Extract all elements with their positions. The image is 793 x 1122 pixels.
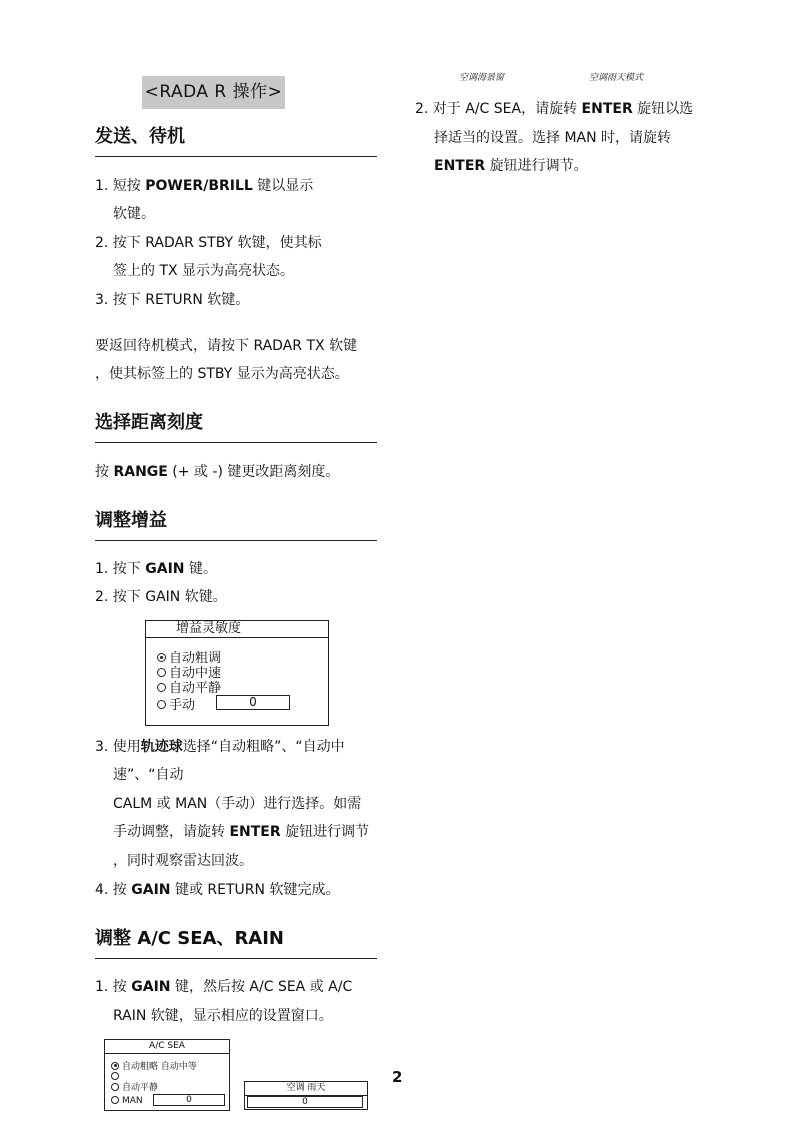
key-name: ENTER [434,158,486,174]
key-name: GAIN [131,979,171,995]
step-text: 选择“自动粗略”、“自动中 [182,739,345,755]
sea-rain-step-2-line-2: 择适当的设置。选择 MAN 时，请旋转 [434,130,672,146]
rain-value[interactable]: 0 [247,1096,363,1108]
sea-rain-step-1-cont: RAIN 软键，显示相应的设置窗口。 [113,1008,333,1024]
heading-transmit: 发送、待机 [95,126,185,147]
step-text: 键或 RETURN 软键完成。 [170,882,340,898]
step-text: 短按 [112,178,146,194]
ac-sea-panel-title: A/C SEA [105,1040,229,1054]
key-name: RANGE [113,464,168,480]
sea-option-manual[interactable] [111,1096,143,1107]
key-name: ENTER [229,824,281,840]
option-label: 手动 [169,698,196,713]
option-label: 自动平静 [122,1083,159,1093]
step-text: 键，然后按 A/C SEA 或 A/C [170,979,353,995]
divider [95,442,377,443]
transmit-step-2: 2. 按下 RADAR STBY 软键，使其标 [95,235,322,251]
step-text: 4. 按 [95,882,132,898]
step-text: 键以显示 [252,178,314,194]
radio-icon [111,1072,119,1080]
option-label: MAN [122,1096,143,1106]
key-name: ENTER [581,101,633,117]
transmit-step-2-cont: 签上的 TX 显示为高亮状态。 [113,263,295,279]
transmit-para-line-2: ，使其标签上的 STBY 显示为高亮状态。 [95,366,349,382]
option-label: 自动粗略 自动中等 [122,1062,197,1072]
step-text: 2. 对于 A/C SEA，请旋转 [415,101,582,117]
option-label: 自动中速 [169,666,222,681]
gain-step-3-line-2: 速”、“自动 [113,767,184,783]
divider [95,958,377,959]
step-text: 1. 按下 [95,561,146,577]
option-label: 自动粗调 [169,651,222,666]
sea-option-auto-calm[interactable] [111,1083,158,1094]
page-number: 2 [392,1068,403,1086]
transmit-step-3: 3. 按下 RETURN 软键。 [95,292,250,308]
gain-step-1 [95,559,217,579]
range-text-b: (+ 或 -) 键更改距离刻度。 [167,464,340,480]
divider [95,540,377,541]
gain-option-auto-calm[interactable] [157,681,221,696]
key-name: GAIN [131,882,171,898]
gain-option-auto-medium[interactable] [157,666,221,681]
heading-range: 选择距离刻度 [95,412,203,433]
key-name: GAIN [145,561,185,577]
range-text-a: 按 [95,464,114,480]
gain-manual-value[interactable]: 0 [216,695,290,710]
transmit-step-1 [95,176,313,196]
radio-selected-icon [111,1062,119,1070]
divider [95,156,377,157]
step-text: 3. 使用 [95,739,141,755]
radio-icon [157,668,166,677]
page-title: <RADA R 操作> [142,76,285,109]
transmit-step-1-cont: 软键。 [113,206,155,222]
gain-option-manual[interactable] [157,698,195,713]
gain-step-3-line-3: CALM 或 MAN（手动）进行选择。如需 [113,796,362,812]
sea-option-auto-coarse[interactable] [111,1062,197,1073]
gain-option-auto-coarse[interactable] [157,651,221,666]
radio-icon [111,1096,119,1104]
key-name: 轨迹球 [140,739,183,755]
ac-rain-panel-title: 空调 雨天 [245,1082,367,1096]
gain-step-3-line-5: ，同时观察雷达回波。 [113,853,253,869]
step-text: 键。 [184,561,217,577]
step-text: 1. 按 [95,979,132,995]
step-text: 旋钮进行调节 [280,824,370,840]
gain-step-3-line-4 [113,822,369,842]
transmit-para-line-1: 要返回待机模式，请按下 RADAR TX 软键 [95,338,358,354]
caption-sea: 空调海景窗 [459,73,505,83]
gain-step-2: 2. 按下 GAIN 软键。 [95,589,227,605]
step-text: 旋钮进行调节。 [485,158,588,174]
ac-sea-panel [104,1039,230,1111]
radio-icon [111,1083,119,1091]
radio-selected-icon [157,653,166,662]
heading-sea-rain: 调整 A/C SEA、RAIN [95,928,284,949]
gain-panel-title: 增益灵敏度 [146,621,328,638]
radio-icon [157,683,166,692]
option-label: 自动平静 [169,681,222,696]
sea-rain-step-2-line-1 [415,99,693,119]
ac-rain-panel [244,1081,368,1110]
caption-rain: 空调雨天模式 [589,73,644,83]
range-text [95,462,339,482]
sea-rain-step-2-line-3 [434,156,588,176]
sea-option-auto-medium[interactable] [111,1072,122,1083]
step-text: 旋钮以选 [632,101,694,117]
gain-step-3-line-1 [95,737,345,757]
key-name: POWER/BRILL [145,178,253,194]
gain-sensitivity-panel [145,620,329,726]
gain-step-4 [95,880,339,900]
step-text: 手动调整，请旋转 [113,824,230,840]
sea-manual-value[interactable]: 0 [153,1094,225,1106]
radio-icon [157,700,166,709]
heading-gain: 调整增益 [95,510,167,531]
sea-rain-step-1 [95,977,352,997]
step-number: 1. [95,178,113,194]
